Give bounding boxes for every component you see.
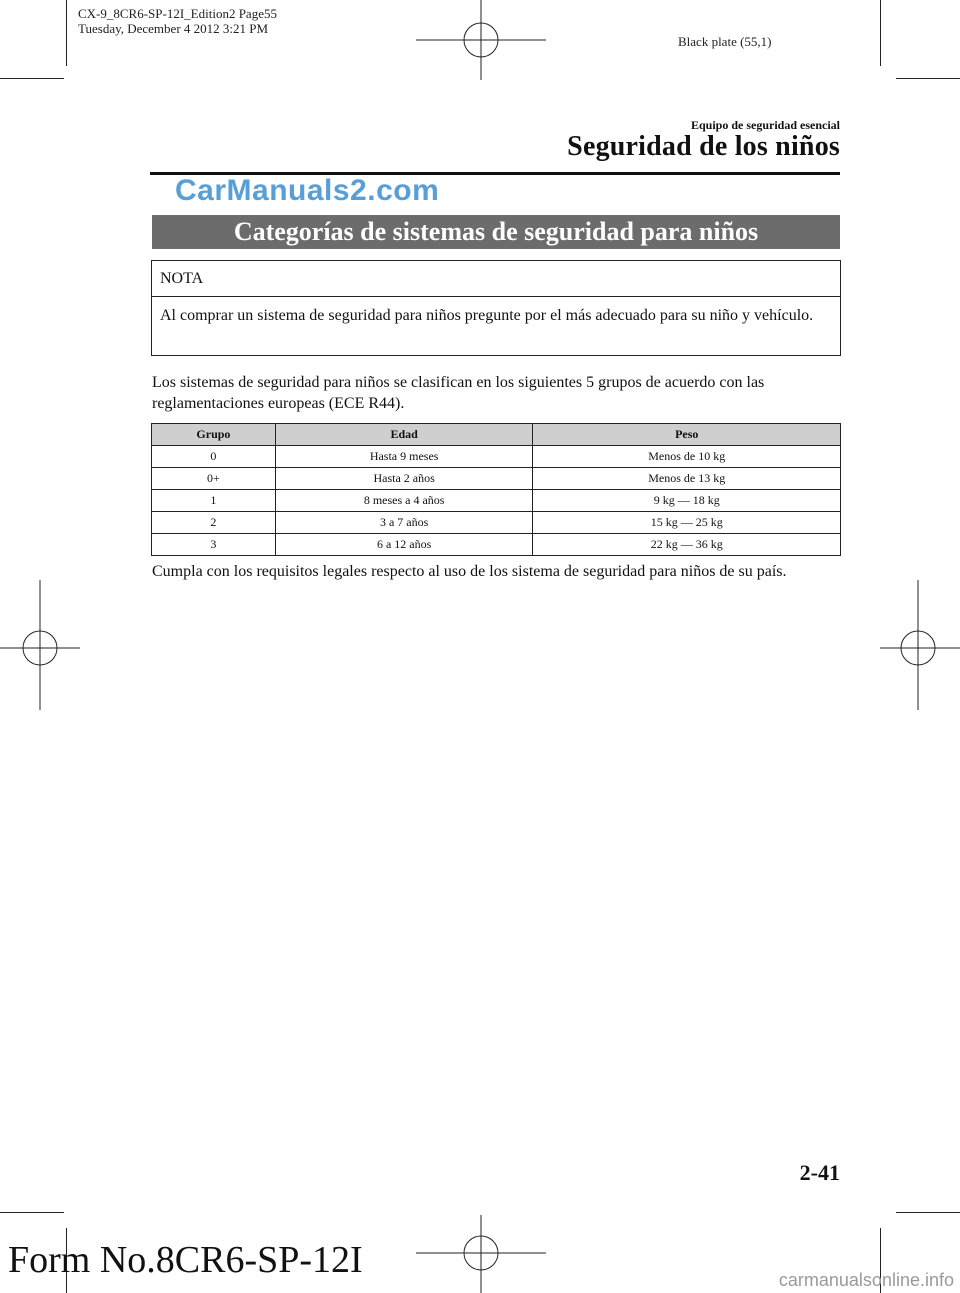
registration-mark-right	[880, 580, 960, 710]
registration-mark-bottom	[416, 1215, 546, 1293]
plate-label: Black plate (55,1)	[678, 34, 772, 49]
column-header-group: Grupo	[152, 424, 276, 446]
note-text: Al comprar un sistema de seguridad para niños pregunte por el más adecuado para su niño y vehículo.	[160, 307, 814, 324]
note-box	[151, 260, 841, 356]
site-watermark: CarManuals2.com	[175, 174, 440, 207]
column-header-age: Edad	[275, 424, 533, 446]
section-title: Seguridad de los niños	[567, 131, 840, 162]
table-row	[152, 512, 841, 534]
form-number: Form No.8CR6-SP-12I	[8, 1239, 363, 1281]
page-heading: Categorías de sistemas de seguridad para niños	[152, 215, 840, 249]
restraint-groups-table	[151, 423, 841, 556]
crop-mark	[896, 78, 960, 79]
cell-weight: 9 kg ― 18 kg	[533, 490, 841, 512]
cell-weight: 15 kg ― 25 kg	[533, 512, 841, 534]
table-row	[152, 490, 841, 512]
cell-group: 1	[152, 490, 276, 512]
section-subtitle: Equipo de seguridad esencial	[690, 118, 840, 132]
cell-age: Hasta 2 años	[275, 468, 533, 490]
print-meta-file: CX-9_8CR6-SP-12I_Edition2 Page55	[78, 6, 277, 21]
column-header-weight: Peso	[533, 424, 841, 446]
table-row	[152, 534, 841, 556]
cell-weight: 22 kg ― 36 kg	[533, 534, 841, 556]
closing-paragraph: Cumpla con los requisitos legales respecto al uso de los sistema de seguridad para niños de su país.	[152, 563, 787, 580]
note-label: NOTA	[152, 261, 840, 297]
intro-paragraph: Los sistemas de seguridad para niños se clasifican en los siguientes 5 grupos de acuerdo con las reglamentaciones europeas (ECE R44).	[152, 374, 765, 412]
crop-mark	[880, 0, 881, 66]
cell-group: 3	[152, 534, 276, 556]
cell-age: 6 a 12 años	[275, 534, 533, 556]
cell-group: 2	[152, 512, 276, 534]
cell-group: 0	[152, 446, 276, 468]
cell-group: 0+	[152, 468, 276, 490]
footer-watermark: carmanualsonline.info	[778, 1270, 954, 1290]
cell-weight: Menos de 10 kg	[533, 446, 841, 468]
crop-mark	[66, 0, 67, 66]
cell-age: 8 meses a 4 años	[275, 490, 533, 512]
table-header-row	[152, 424, 841, 446]
crop-mark	[896, 1212, 960, 1213]
cell-age: Hasta 9 meses	[275, 446, 533, 468]
table-row	[152, 446, 841, 468]
page-number: 2-41	[799, 1160, 840, 1185]
print-meta-date: Tuesday, December 4 2012 3:21 PM	[78, 21, 269, 36]
registration-mark-top	[416, 0, 546, 80]
crop-mark	[0, 1212, 64, 1213]
print-meta	[78, 6, 277, 36]
registration-mark-left	[0, 580, 80, 710]
cell-age: 3 a 7 años	[275, 512, 533, 534]
crop-mark	[0, 78, 64, 79]
table-row	[152, 468, 841, 490]
cell-weight: Menos de 13 kg	[533, 468, 841, 490]
